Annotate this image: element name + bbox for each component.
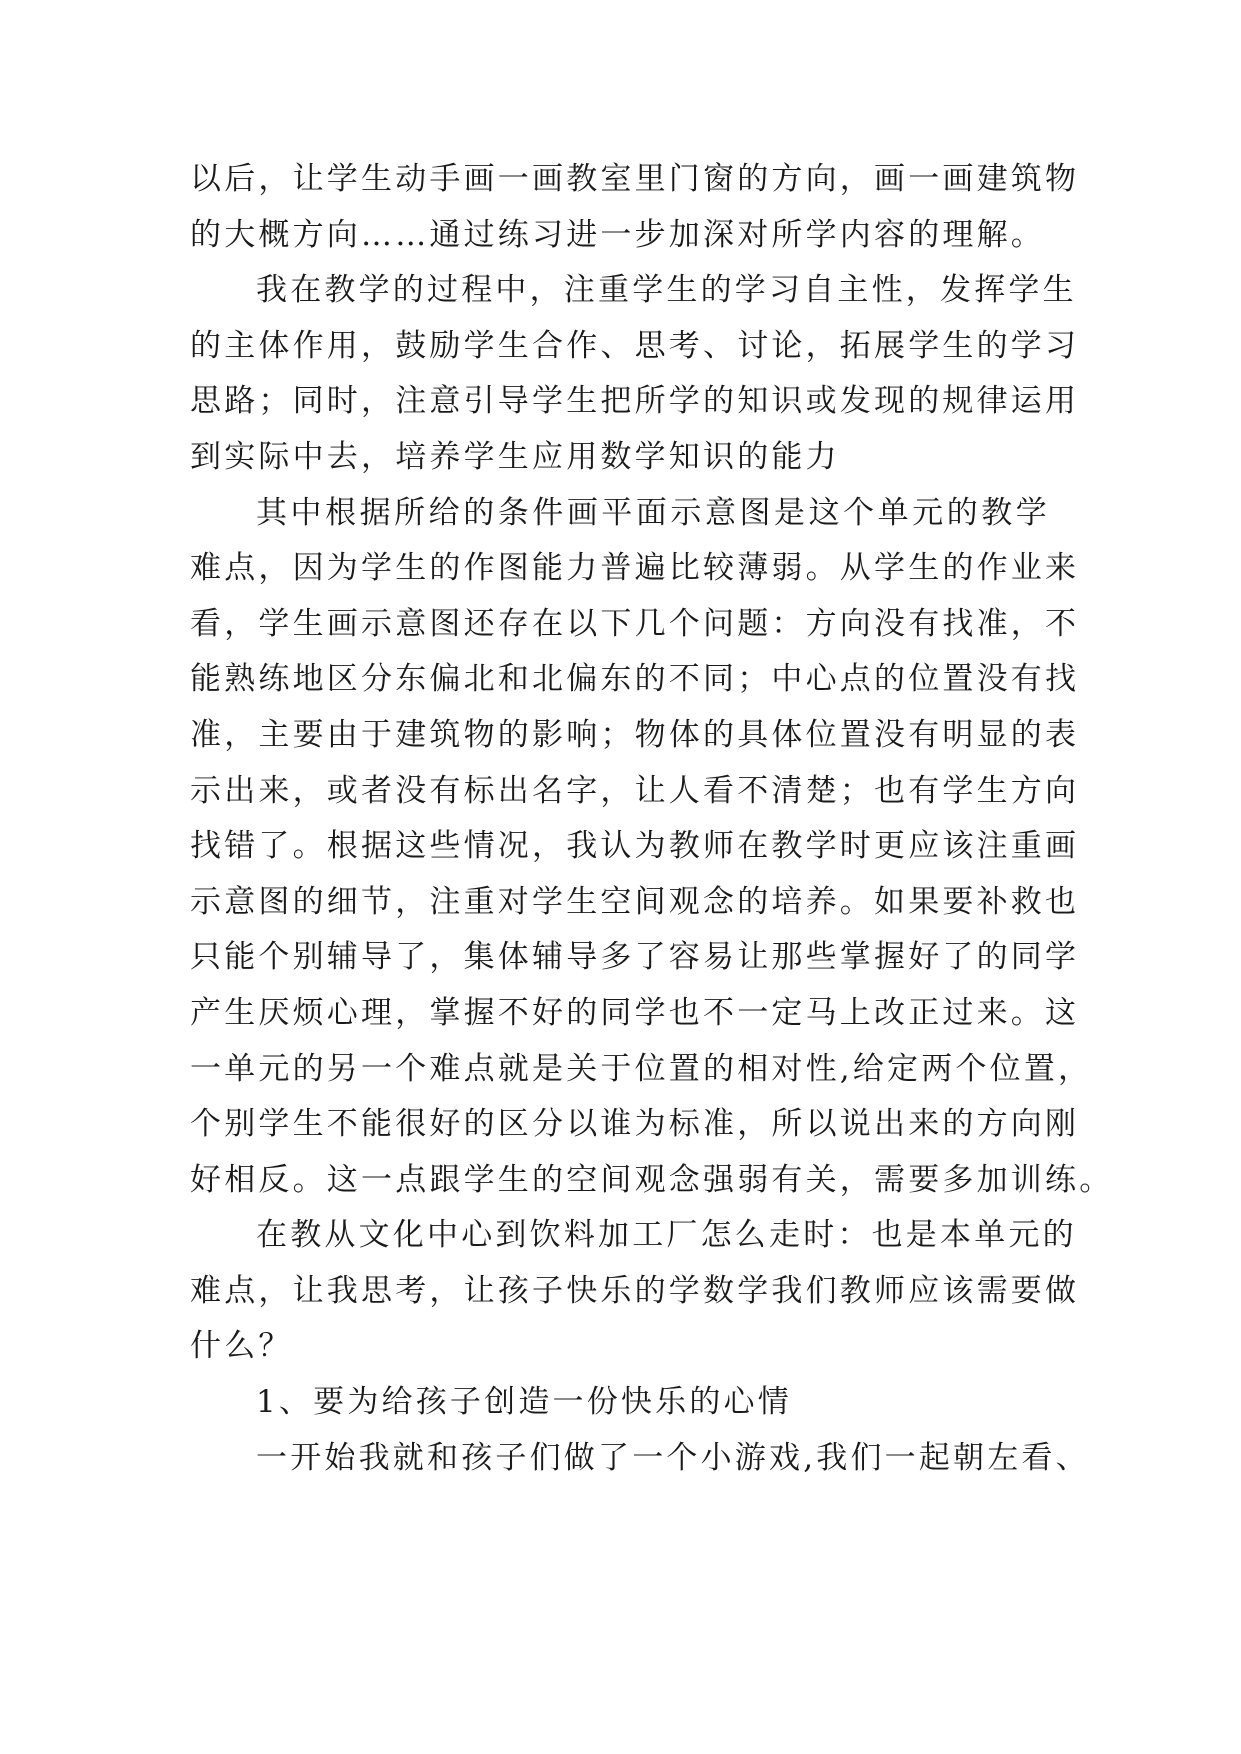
text-line: 一开始我就和孩子们做了一个小游戏,我们一起朝左看、 xyxy=(256,1439,1090,1476)
text-line: 好相反。这一点跟学生的空间观念强弱有关，需要多加训练。 xyxy=(190,1161,1114,1198)
paragraph-5 xyxy=(190,1375,1050,1431)
paragraph-6 xyxy=(190,1431,1090,1487)
paragraph-2 xyxy=(190,263,1080,485)
paragraph-4 xyxy=(190,1208,1080,1375)
text-line: 难点，因为学生的作图能力普遍比较薄弱。从学生的作业来 xyxy=(190,550,1080,587)
text-line: 能熟练地区分东偏北和北偏东的不同；中心点的位置没有找 xyxy=(190,661,1080,698)
text-line: 在教从文化中心到饮料加工厂怎么走时：也是本单元的 xyxy=(256,1217,1077,1254)
text-line: 示意图的细节，注重对学生空间观念的培养。如果要补救也 xyxy=(190,883,1080,920)
text-line: 其中根据所给的条件画平面示意图是这个单元的教学 xyxy=(256,494,1050,531)
text-line: 找错了。根据这些情况，我认为教师在教学时更应该注重画 xyxy=(190,828,1080,865)
text-line: 以后，让学生动手画一画教室里门窗的方向，画一画建筑物 xyxy=(190,161,1080,197)
text-line: 的大概方向……通过练习进一步加深对所学内容的理解。 xyxy=(190,216,1045,253)
text-line: 示出来，或者没有标出名字，让人看不清楚；也有学生方向 xyxy=(190,772,1080,809)
text-line: 我在教学的过程中，注重学生的学习自主性，发挥学生 xyxy=(256,272,1077,309)
paragraph-3 xyxy=(190,486,1114,1209)
text-line: 1、要为给孩子创造一份快乐的心情 xyxy=(256,1384,792,1421)
text-line: 个别学生不能很好的区分以谁为标准，所以说出来的方向刚 xyxy=(190,1106,1080,1143)
text-line: 思路；同时，注意引导学生把所学的知识或发现的规律运用 xyxy=(190,383,1080,420)
text-line: 一单元的另一个难点就是关于位置的相对性,给定两个位置， xyxy=(190,1050,1093,1087)
text-line: 只能个别辅导了，集体辅导多了容易让那些掌握好了的同学 xyxy=(190,939,1080,976)
document-body xyxy=(190,152,1114,1486)
text-line: 看，学生画示意图还存在以下几个问题：方向没有找准，不 xyxy=(190,605,1080,642)
text-line: 到实际中去，培养学生应用数学知识的能力 xyxy=(190,438,840,475)
text-line: 产生厌烦心理，掌握不好的同学也不一定马上改正过来。这 xyxy=(190,994,1080,1031)
paragraph-1 xyxy=(190,152,1080,263)
text-line: 准，主要由于建筑物的影响；物体的具体位置没有明显的表 xyxy=(190,716,1080,753)
text-line: 难点，让我思考，让孩子快乐的学数学我们教师应该需要做 xyxy=(190,1272,1080,1309)
text-line: 什么？ xyxy=(190,1328,293,1365)
text-line: 的主体作用，鼓励学生合作、思考、讨论，拓展学生的学习 xyxy=(190,327,1080,364)
